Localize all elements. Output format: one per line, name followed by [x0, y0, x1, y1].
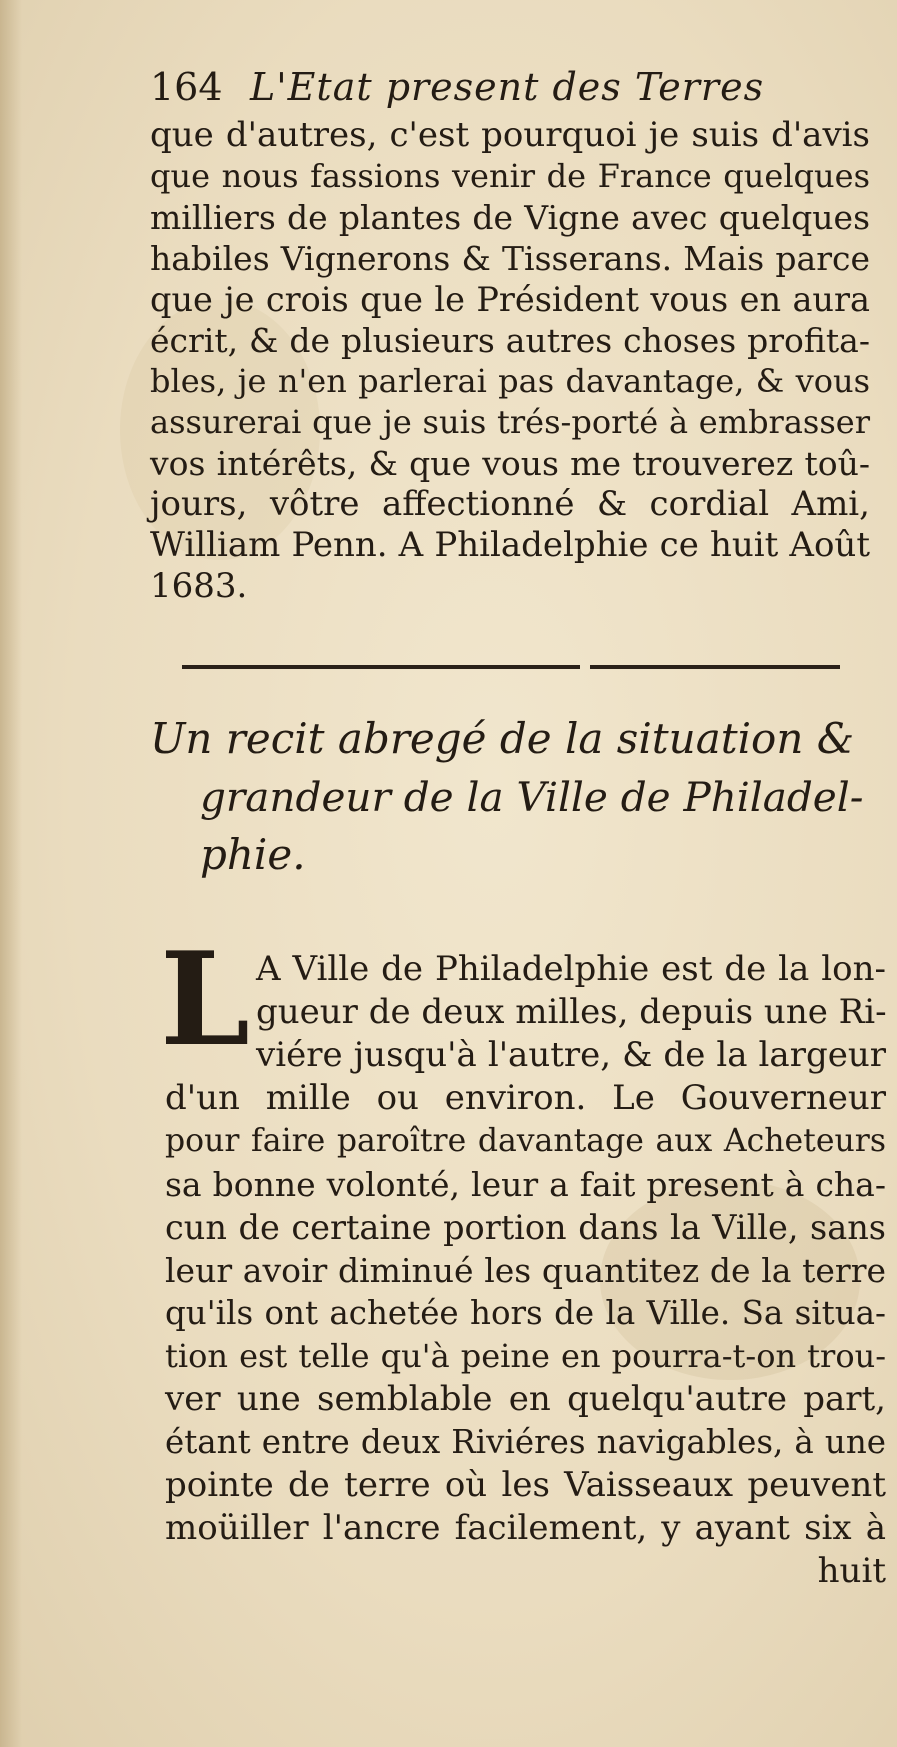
page-number: 164 [150, 65, 223, 109]
heading-line: Un recit abregé de la situation & [150, 714, 855, 763]
text-line: tion est telle qu'à peine en pourra-t-on trou- [165, 1337, 886, 1375]
section-heading [150, 710, 870, 884]
text-line: qu'ils ont achetée hors de la Ville. Sa situa- [165, 1294, 886, 1332]
text-line: que je crois que le Président vous en aura [150, 280, 870, 319]
running-title: L'Etat present des Terres [250, 65, 765, 109]
text-line: ver une semblable en quelqu'autre part, [165, 1379, 886, 1419]
text-line: jours, vôtre affectionné & cordial Ami, [150, 484, 870, 524]
letter-paragraph [150, 115, 870, 607]
description-paragraph-start [256, 948, 886, 1077]
running-header [150, 62, 870, 112]
section-rule [590, 665, 840, 669]
text-line: milliers de plantes de Vigne avec quelques [150, 198, 870, 237]
text-line: cun de certaine portion dans la Ville, sans [165, 1208, 886, 1247]
text-line: 1683. [150, 566, 248, 606]
heading-line: phie. [200, 830, 306, 879]
section-rule [182, 665, 580, 669]
text-line: étant entre deux Riviéres navigables, à une [165, 1423, 886, 1461]
text-line: sa bonne volonté, leur a fait present à cha- [165, 1165, 886, 1204]
text-line: pointe de terre où les Vaisseaux peuvent [165, 1465, 886, 1505]
text-line: leur avoir diminué les quantitez de la terre [165, 1251, 886, 1290]
description-paragraph [165, 1077, 886, 1593]
text-line: assurerai que je suis trés-porté à embrasser [150, 403, 870, 441]
text-line: moüiller l'ancre facilement, y ayant six à [165, 1508, 886, 1548]
text-line: pour faire paroître davantage aux Acheteurs [165, 1123, 886, 1159]
text-line: A Ville de Philadelphie est de la lon- [256, 949, 886, 989]
text-line: William Penn. A Philadelphie ce huit Août [150, 525, 870, 565]
text-line: que nous fassions venir de France quelques [150, 157, 870, 195]
text-line: écrit, & de plusieurs autres choses profita- [150, 321, 870, 360]
text-line: vos intérêts, & que vous me trouverez toû- [150, 444, 870, 483]
text-line: viére jusqu'à l'autre, & de la largeur [256, 1035, 886, 1075]
text-line: gueur de deux milles, depuis une Ri- [256, 992, 887, 1032]
text-line: habiles Vignerons & Tisserans. Mais parce [150, 239, 870, 278]
catchword: huit [817, 1551, 886, 1591]
text-line: bles, je n'en parlerai pas davantage, & vous [150, 362, 870, 400]
text-line: que d'autres, c'est pourquoi je suis d'avis [150, 115, 870, 155]
text-line: d'un mille ou environ. Le Gouverneur [165, 1078, 886, 1118]
drop-cap: L [160, 925, 248, 1075]
heading-line: grandeur de la Ville de Philadel- [200, 773, 864, 821]
